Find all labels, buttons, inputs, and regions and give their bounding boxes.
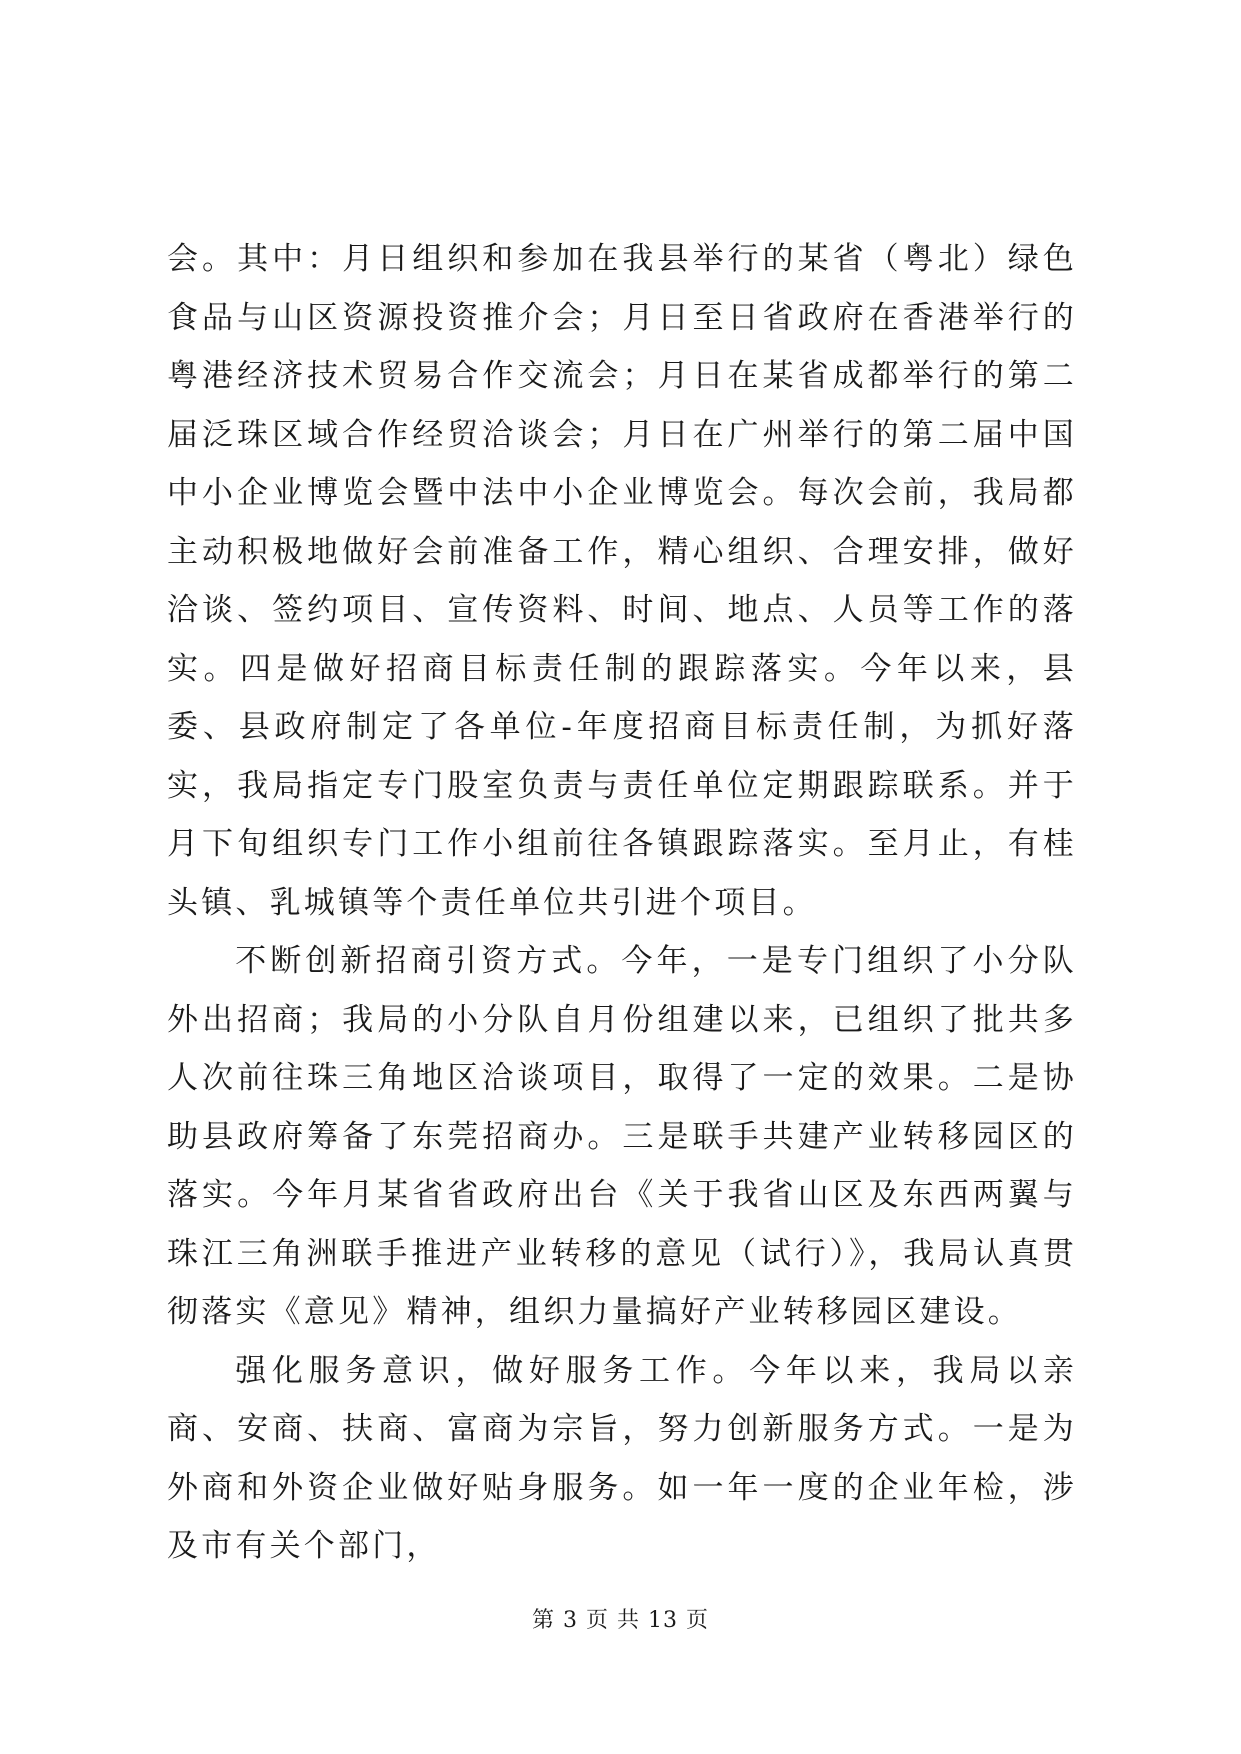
page-footer: 第 3 页 共 13 页 [532,1608,709,1633]
paragraph-service-awareness: 强化服务意识，做好服务工作。今年以来，我局以亲商、安商、扶商、富商为宗旨，努力创新服务方式。一是为外商和外资企业做好贴身服务。如一年一度的企业年检，涉及市有关个部门， [167,1352,1077,1564]
paragraph-investment-methods: 不断创新招商引资方式。今年，一是专门组织了小分队外出招商；我局的小分队自月份组建以来，已组织了批共多人次前往珠三角地区洽谈项目，取得了一定的效果。二是协助县政府筹备了东莞招商办。三是联手共建产业转移园区的落实。今年月某省省政府出台《关于我省山区及东西两翼与珠江三角洲联手推进产业转移的意见（试行）》，我局认真贯彻落实《意见》精神，组织力量搞好产业转移园区建设。 [167,943,1077,1330]
body-text [167,230,1077,1576]
paragraph-continuation: 会。其中：月日组织和参加在我县举行的某省（粤北）绿色食品与山区资源投资推介会；月日至日省政府在香港举行的粤港经济技术贸易合作交流会；月日在某省成都举行的第二届泛珠区域合作经贸洽谈会；月日在广州举行的第二届中国中小企业博览会暨中法中小企业博览会。每次会前，我局都主动积极地做好会前准备工作，精心组织、合理安排，做好洽谈、签约项目、宣传资料、时间、地点、人员等工作的落实。四是做好招商目标责任制的跟踪落实。今年以来，县委、县政府制定了各单位-年度招商目标责任制，为抓好落实，我局指定专门股室负责与责任单位定期跟踪联系。并于月下旬组织专门工作小组前往各镇跟踪落实。至月止，有桂头镇、乳城镇等个责任单位共引进个项目。 [167,241,1077,921]
